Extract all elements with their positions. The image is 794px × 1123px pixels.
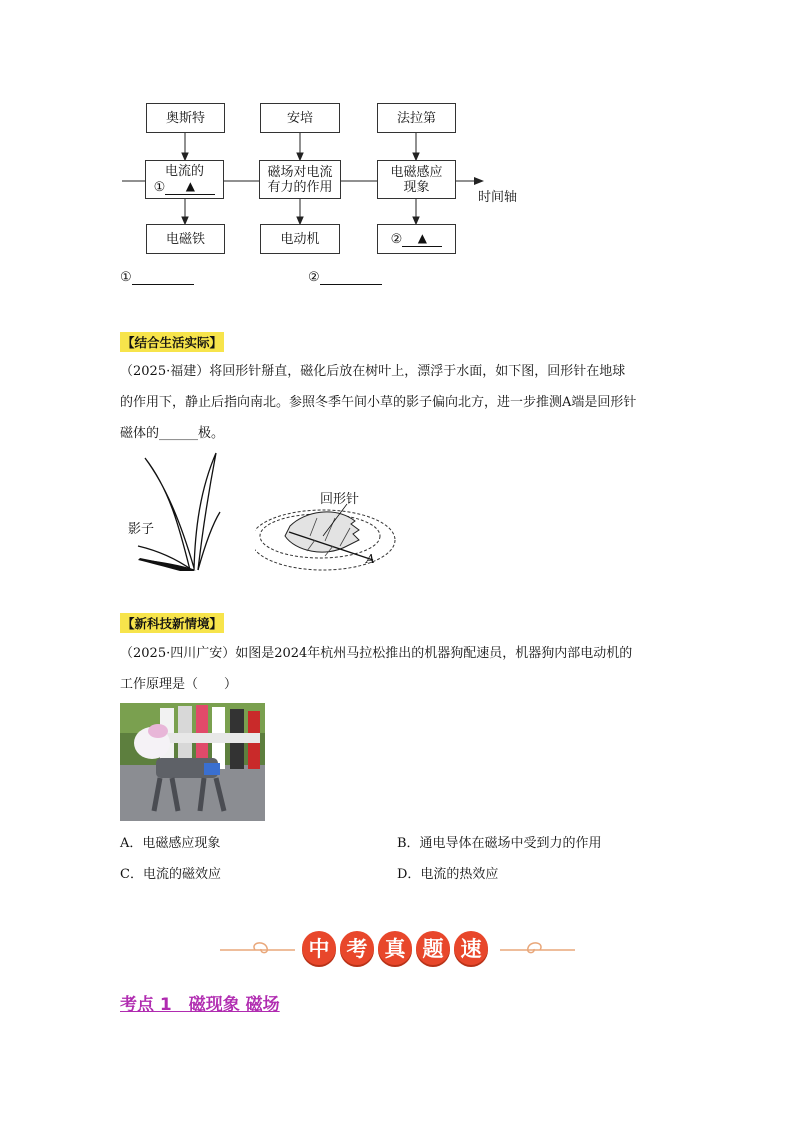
answer-1 <box>120 270 194 285</box>
grass-figure <box>120 450 230 575</box>
axis-label: 时间轴 <box>478 190 518 205</box>
option-a[interactable]: A．电磁感应现象 <box>120 836 221 851</box>
box-motor: 电动机 <box>260 224 340 254</box>
box-force-line2: 有力的作用 <box>267 179 333 195</box>
box-current-line1: 电流的 <box>164 164 204 179</box>
leaf-figure <box>255 496 400 576</box>
banner-letters <box>300 931 490 965</box>
answer-1-label: ① <box>120 270 132 285</box>
triangle-mark-2: ▲ <box>402 231 442 247</box>
zhongkao-banner <box>215 930 580 970</box>
paperclip-label: 回形针 <box>320 492 360 507</box>
question-fujian-line2: 的作用下，静止后指向南北。参照冬季午间小草的影子偏向北方，进一步推测A端是回形针 <box>120 395 637 410</box>
box-em-induction <box>377 160 456 199</box>
box-blank-2 <box>377 224 456 254</box>
question-guangan-line1: （2025·四川广安）如图是2024年杭州马拉松推出的机器狗配速员，机器狗内部电动机的 <box>120 646 633 661</box>
banner-char-4: 题 <box>416 931 450 965</box>
question-guangan <box>120 638 680 700</box>
answer-1-blank[interactable] <box>132 270 194 285</box>
box-force-line1: 磁场对电流 <box>267 164 333 180</box>
shadow-label: 影子 <box>128 522 155 537</box>
question-fujian <box>120 356 680 449</box>
end-a-label: A <box>366 552 375 566</box>
question-guangan-line2: 工作原理是（ ） <box>120 677 238 692</box>
question-fujian-line3: 磁体的______极。 <box>120 426 225 441</box>
option-d[interactable]: D．电流的热效应 <box>397 867 499 882</box>
box-induction-line2: 现象 <box>403 179 430 195</box>
answer-2-blank[interactable] <box>320 270 382 285</box>
box-ampere: 安培 <box>260 103 340 133</box>
box-electromagnet: 电磁铁 <box>146 224 225 254</box>
box-force-on-current <box>259 160 341 199</box>
section-tag-tech: 【新科技新情境】 <box>120 613 224 633</box>
section-tag-life: 【结合生活实际】 <box>120 332 224 352</box>
box-current-effect <box>145 160 224 199</box>
box-faraday: 法拉第 <box>377 103 456 133</box>
banner-char-2: 考 <box>340 931 374 965</box>
box-oersted: 奥斯特 <box>146 103 225 133</box>
option-b[interactable]: B．通电导体在磁场中受到力的作用 <box>397 836 602 851</box>
answer-2 <box>308 270 382 285</box>
blank-1-label: ① <box>153 180 166 195</box>
question-fujian-line1: （2025·福建）将回形针掰直，磁化后放在树叶上，漂浮于水面，如下图，回形针在地球 <box>120 364 626 379</box>
box-induction-line1: 电磁感应 <box>390 164 443 180</box>
blank-2-label: ② <box>390 231 403 247</box>
answer-2-label: ② <box>308 270 320 285</box>
banner-char-1: 中 <box>302 931 336 965</box>
diagram-arrows <box>0 0 794 300</box>
banner-char-3: 真 <box>378 931 412 965</box>
banner-char-5: 速 <box>454 931 488 965</box>
kaodian-title: 考点 1 磁现象 磁场 <box>120 995 280 1015</box>
robot-dog-photo <box>120 703 265 821</box>
triangle-mark: ▲ <box>165 179 215 195</box>
option-c[interactable]: C．电流的磁效应 <box>120 867 221 882</box>
